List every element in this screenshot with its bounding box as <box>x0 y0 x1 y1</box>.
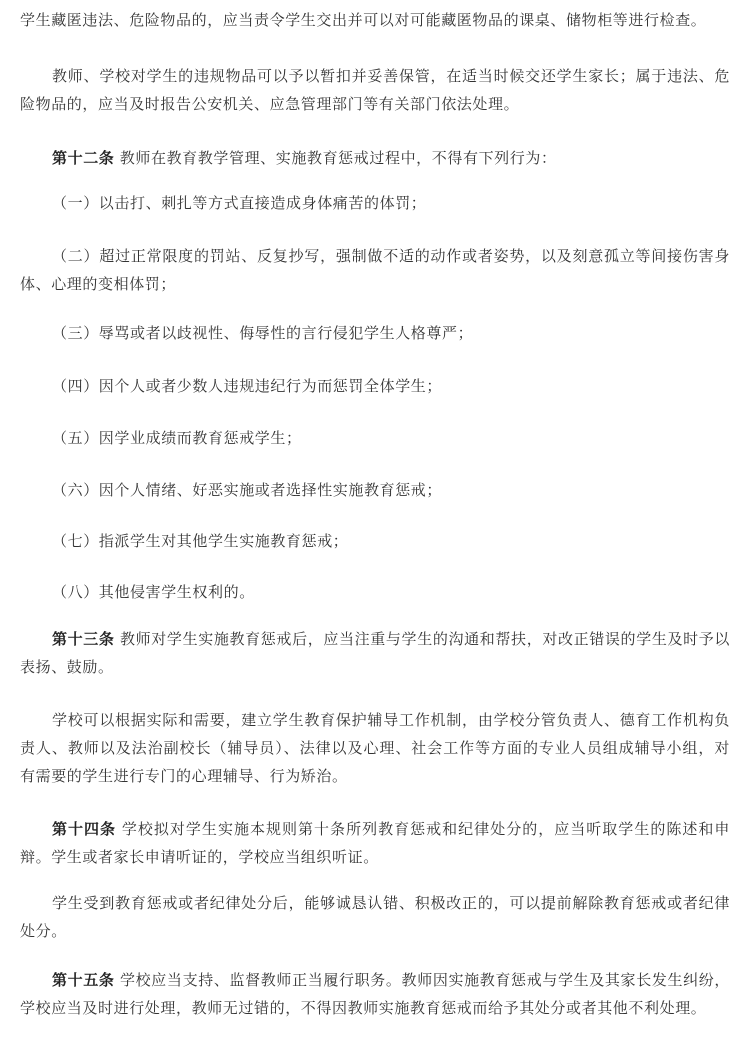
list-item-2 <box>20 242 730 298</box>
list-item-4 <box>20 372 730 400</box>
list-item-3 <box>20 319 730 347</box>
list-item-text: （二）超过正常限度的罚站、反复抄写，强制做不适的动作或者姿势，以及刻意孤立等间接伤害身体、心理的变相体罚； <box>20 247 730 293</box>
article-number: 第十三条 <box>52 630 115 648</box>
article-number: 第十二条 <box>52 149 115 167</box>
list-item-1 <box>20 189 730 217</box>
article-text: 学校应当支持、监督教师正当履行职务。教师因实施教育惩戒与学生及其家长发生纠纷，学校应当及时进行处理，教师无过错的，不得因教师实施教育惩戒而给予其处分或者其他不利处理。 <box>20 971 731 1017</box>
paragraph-confiscated-items <box>20 62 730 118</box>
list-item-text: （一）以击打、刺扎等方式直接造成身体痛苦的体罚； <box>52 194 427 212</box>
list-item-text: （六）因个人情绪、好恶实施或者选择性实施教育惩戒； <box>52 481 443 499</box>
list-item-5 <box>20 424 730 452</box>
list-item-8 <box>20 578 730 606</box>
list-item-text: （三）辱骂或者以歧视性、侮辱性的言行侵犯学生人格尊严； <box>52 324 474 342</box>
paragraph-counseling-mechanism <box>20 706 730 790</box>
paragraph-early-release <box>20 889 730 945</box>
article-13 <box>20 625 730 681</box>
article-number: 第十四条 <box>52 820 117 838</box>
paragraph-text: 教师、学校对学生的违规物品可以予以暂扣并妥善保管，在适当时候交还学生家长；属于违法、危险物品的，应当及时报告公安机关、应急管理部门等有关部门依法处理。 <box>20 67 730 113</box>
paragraph-continuation <box>20 6 730 34</box>
list-item-text: （七）指派学生对其他学生实施教育惩戒； <box>52 532 349 550</box>
list-item-7 <box>20 527 730 555</box>
paragraph-text: 学生受到教育惩戒或者纪律处分后，能够诚恳认错、积极改正的，可以提前解除教育惩戒或者纪律处分。 <box>20 894 730 940</box>
article-number: 第十五条 <box>52 971 115 989</box>
article-15 <box>20 966 730 1022</box>
article-text: 教师在教育教学管理、实施教育惩戒过程中，不得有下列行为： <box>119 149 557 167</box>
article-text: 学校拟对学生实施本规则第十条所列教育惩戒和纪律处分的，应当听取学生的陈述和申辩。学生或者家长申请听证的，学校应当组织听证。 <box>20 820 730 866</box>
list-item-text: （四）因个人或者少数人违规违纪行为而惩罚全体学生； <box>52 377 443 395</box>
list-item-text: （八）其他侵害学生权利的。 <box>52 583 255 601</box>
article-12 <box>20 144 730 172</box>
paragraph-text: 学校可以根据实际和需要，建立学生教育保护辅导工作机制，由学校分管负责人、德育工作机构负责人、教师以及法治副校长（辅导员）、法律以及心理、社会工作等方面的专业人员组成辅导小组，对有需要的学生进行专门的心理辅导、行为矫治。 <box>20 711 730 785</box>
article-text: 教师对学生实施教育惩戒后，应当注重与学生的沟通和帮扶，对改正错误的学生及时予以表扬、鼓励。 <box>20 630 731 676</box>
paragraph-text: 学生藏匿违法、危险物品的，应当责令学生交出并可以对可能藏匿物品的课桌、储物柜等进行检查。 <box>20 11 707 29</box>
article-14 <box>20 815 730 871</box>
list-item-text: （五）因学业成绩而教育惩戒学生； <box>52 429 302 447</box>
list-item-6 <box>20 476 730 504</box>
